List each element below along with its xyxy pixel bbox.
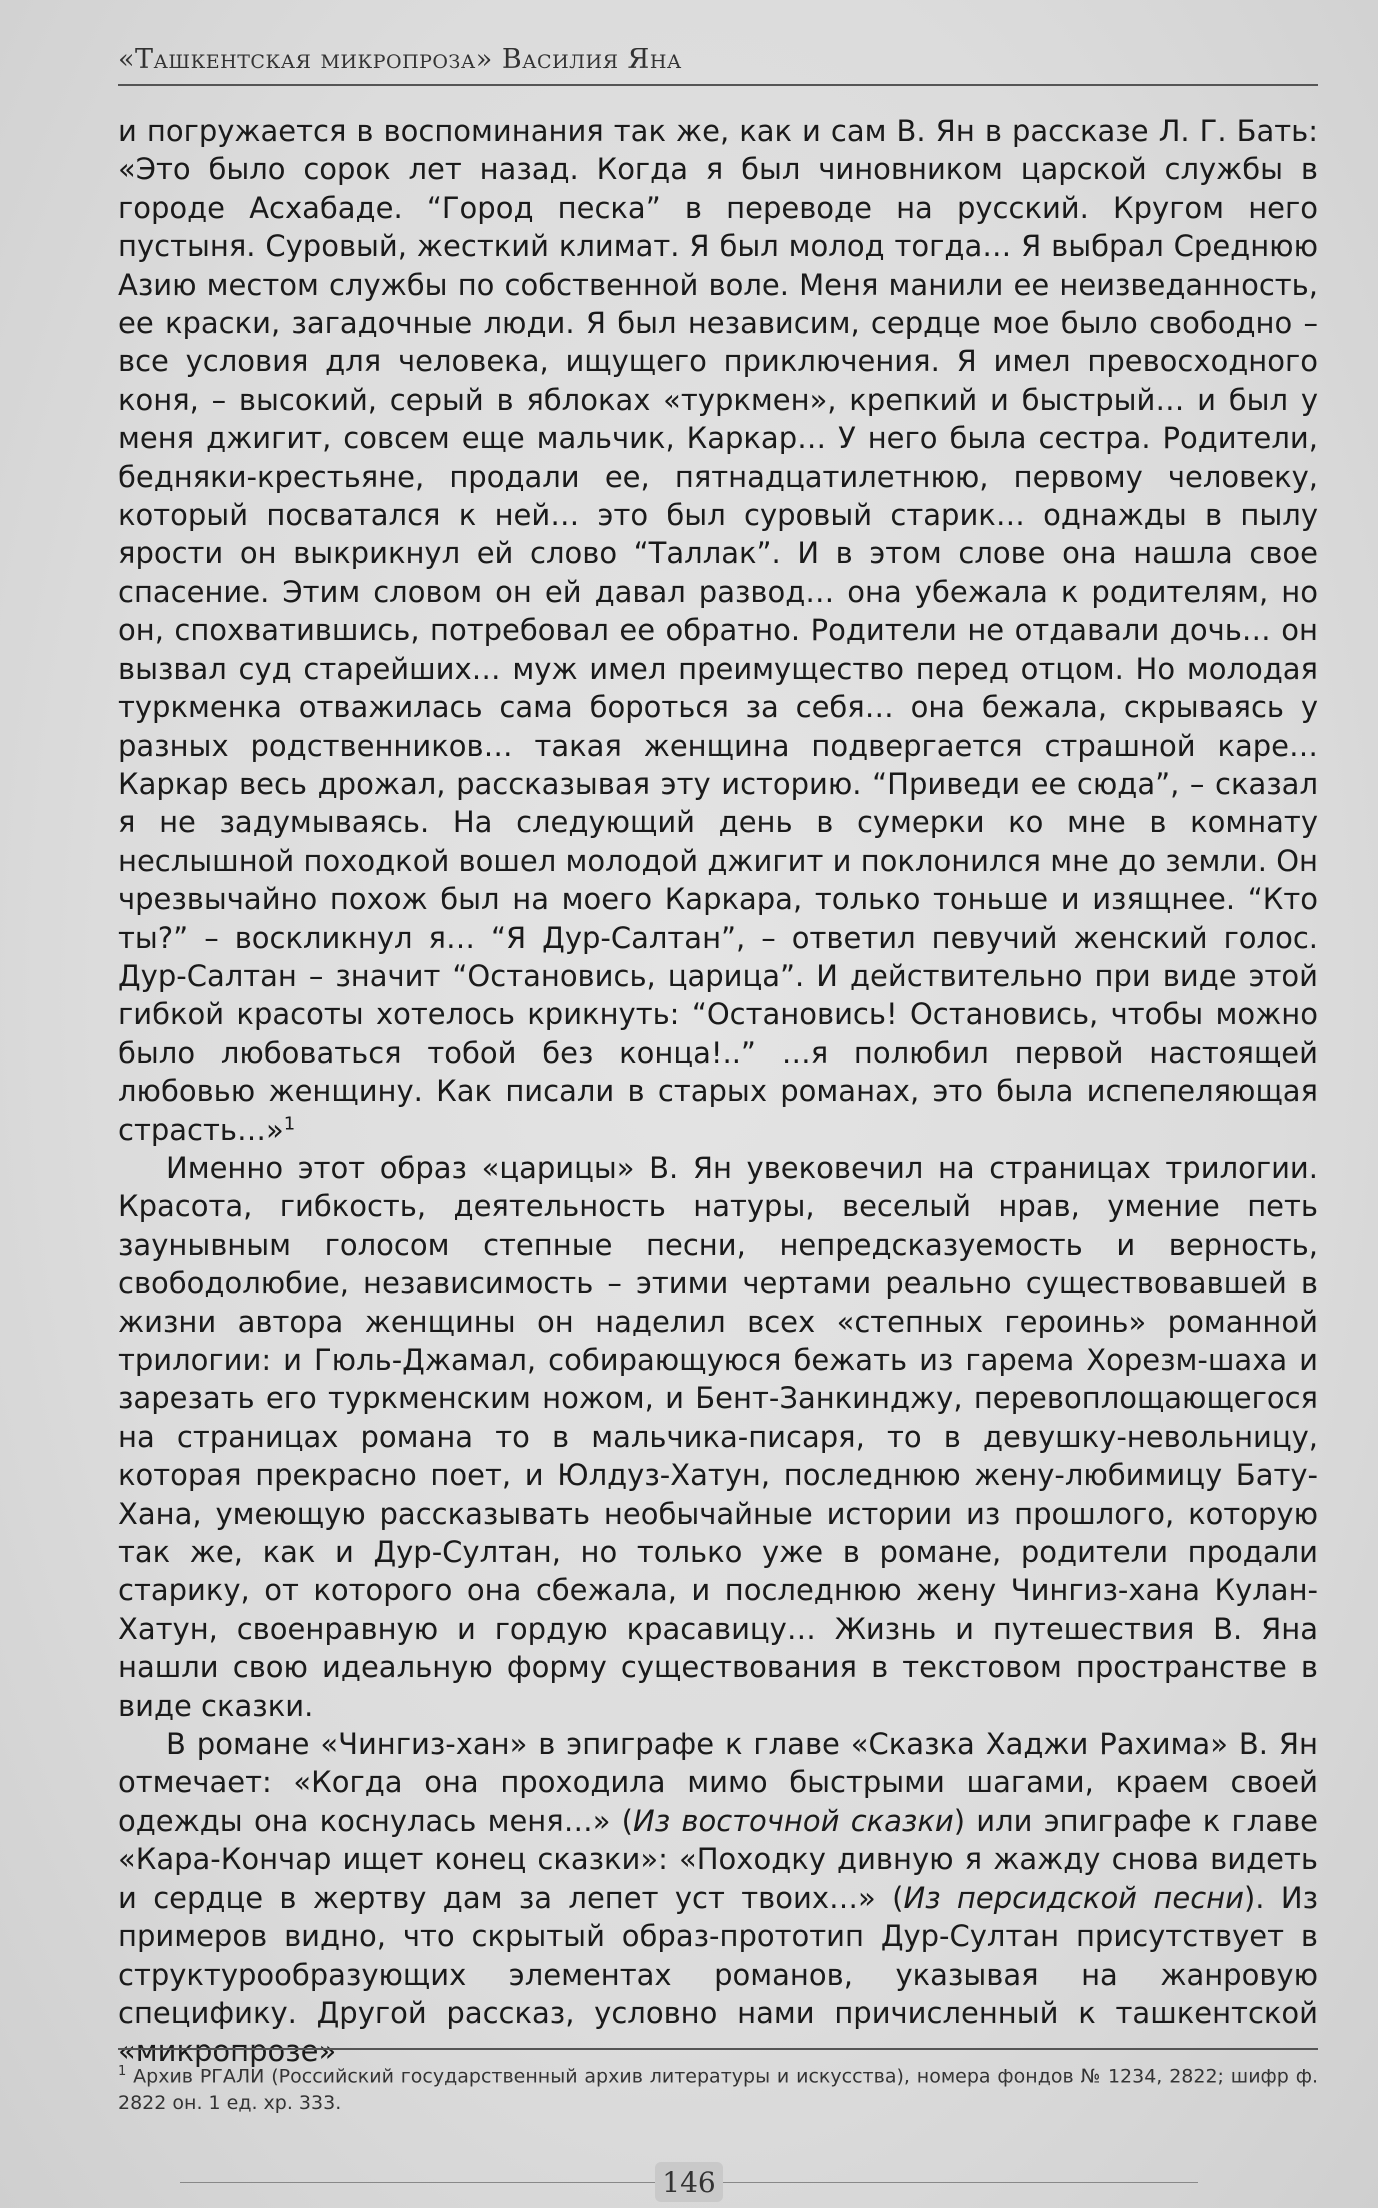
paragraph: [118, 1725, 1318, 2071]
page-number: 146: [662, 2166, 716, 2199]
running-head: «Ташкентская микропроза» Василия Яна: [118, 44, 682, 75]
body-text: [118, 112, 1318, 2071]
paragraph-text: и погружается в воспоминания так же, как и сам В. Ян в рассказе Л. Г. Бать: «Это было сорок лет назад. Когда я был чиновником царской службы в городе Асхабаде. “Город песка” в переводе на русский. Кругом него пустыня. Суровый, жесткий климат. Я был молод тогда… Я выбрал Среднюю Азию местом службы по собственной воле. Меня манили ее неизведанность, ее краски, загадочные люди. Я был независим, сердце мое было свободно – все условия для человека, ищущего приключения. Я имел превосходного коня, – высокий, серый в яблоках «туркмен», крепкий и быстрый… и был у меня джигит, совсем еще мальчик, Каркар… У него была сестра. Родители, бедняки-крестьяне, продали ее, пятнадцатилетнюю, первому человеку, который посватался к ней… это был суровый старик… однажды в пылу ярости он выкрикнул ей слово “Таллак”. И в этом слове она нашла свое спасение. Этим словом он ей давал развод… она убежала к родителям, но он, спохватившись, потребовал ее обратно. Родители не отдавали дочь… он вызвал суд старейших… муж имел преимущество перед отцом. Но молодая туркменка отважилась сама бороться за себя… она бежала, скрываясь у разных родственников… такая женщина подвергается страшной каре… Каркар весь дрожал, рассказывая эту историю. “Приведи ее сюда”, – сказал я не задумываясь. На следующий день в сумерки ко мне в комнату неслышной походкой вошел молодой джигит и поклонился мне до земли. Он чрезвычайно похож был на моего Каркара, только тоньше и изящнее. “Кто ты?” – воскликнул я… “Я Дур-Салтан”, – ответил певучий женский голос. Дур-Салтан – значит “Остановись, царица”. И действительно при виде этой гибкой красоты хотелось крикнуть: “Остановись! Остановись, чтобы можно было любоваться тобой без конца!..” …я полюбил первой настоящей любовью женщину. Как писали в старых романах, это была испепеляющая страсть…»: [118, 114, 1318, 1147]
italic-citation: Из персидской песни: [903, 1880, 1244, 1915]
footnote-text: Архив РГАЛИ (Российский государственный архив литературы и искусства), номера фондов № 1234, 2822; шифр ф. 2822 он. 1 ед. хр. 333.: [118, 2065, 1318, 2115]
paragraph-text: В романе «Чингиз-хан» в эпиграфе к главе «Сказка Хаджи Рахима» В. Ян отмечает: «Когда она проходила мимо быстрыми шагами, краем своей одежды она коснулась меня…» (: [118, 1727, 1318, 1838]
paragraph: [118, 1149, 1318, 1725]
page-footer: [0, 2160, 1378, 2204]
italic-citation: Из восточной сказки: [633, 1803, 954, 1838]
paragraph-text: Именно этот образ «царицы» В. Ян увековечил на страницах трилогии. Красота, гибкость, деятельность натуры, веселый нрав, умение петь заунывным голосом степные песни, непредсказуемость и верность, свободолюбие, независимость – этими чертами реально существовавшей в жизни автора женщины он наделил всех «степных героинь» романной трилогии: и Гюль-Джамал, собирающуюся бежать из гарема Хорезм-шаха и зарезать его туркменским ножом, и Бент-Занкинджу, перевоплощающегося на страницах романа то в мальчика-писаря, то в девушку-невольницу, которая прекрасно поет, и Юлдуз-Хатун, последнюю жену-любимицу Бату-Хана, умеющую рассказывать необычайные истории из прошлого, которую так же, как и Дур-Султан, но только уже в романе, родители продали старику, от которого она сбежала, и последнюю жену Чингиз-хана Кулан-Хатун, своенравную и гордую красавицу… Жизнь и путешествия В. Яна нашли свою идеальную форму существования в текстовом пространстве в виде сказки.: [118, 1150, 1318, 1723]
footnote: [118, 2058, 1318, 2117]
paragraph-text: ). Из примеров видно, что скрытый образ-прототип Дур-Султан присутствует в структурообразующих элементах романов, указывая на жанровую специфику. Другой рассказ, условно нами причисленный к ташкентской «микропрозе»: [118, 1880, 1318, 2069]
paragraph-text: ) или эпиграфе к главе «Кара-Кончар ищет конец сказки»: «Походку дивную я жажду снова видеть и сердце в жертву дам за лепет уст твоих…» (: [118, 1803, 1318, 1915]
paragraph: [118, 112, 1318, 1149]
footnote-rule: [118, 2048, 1318, 2050]
header-rule: [118, 84, 1318, 86]
footnote-marker: 1: [118, 2064, 127, 2079]
footnote-reference: 1: [283, 1112, 296, 1134]
